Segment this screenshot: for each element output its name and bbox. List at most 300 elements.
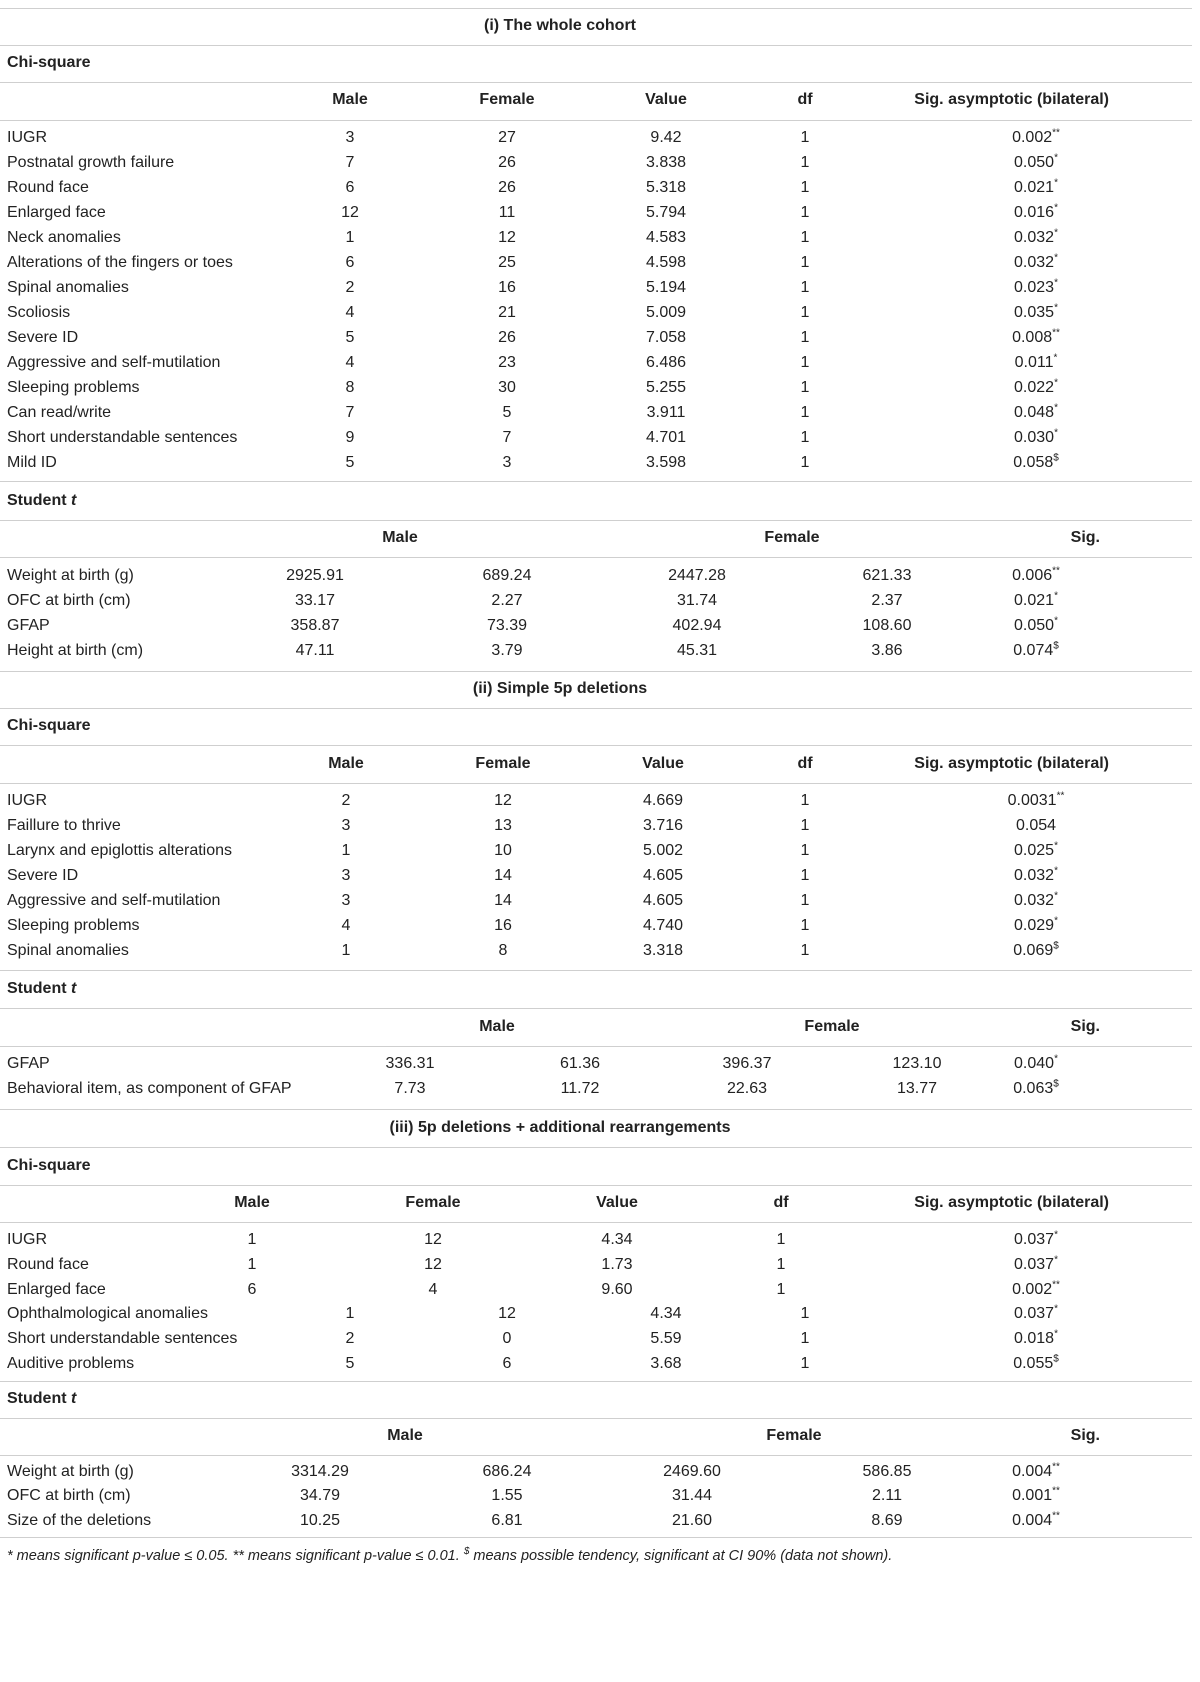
chi-square-label: Chi-square — [7, 1157, 91, 1174]
female-sd: 2.11 — [872, 1487, 902, 1505]
female-count: 12 — [424, 1255, 442, 1273]
row-label: Auditive problems — [7, 1355, 135, 1372]
section-title: (ii) Simple 5p deletions — [472, 680, 648, 697]
male-count: 1 — [341, 842, 351, 859]
row-label: Severe ID — [7, 867, 79, 884]
significance-mark: * — [1054, 227, 1058, 239]
female-sd: 3.86 — [871, 642, 903, 659]
row-label: OFC at birth (cm) — [7, 1487, 131, 1505]
significance-mark: * — [1054, 277, 1058, 289]
chi-value: 3.318 — [642, 942, 684, 959]
sig-value: 0.0031** — [1007, 790, 1065, 809]
male-sd: 1.55 — [491, 1487, 523, 1505]
sig-value: 0.063$ — [1013, 1078, 1059, 1097]
female-count: 8 — [498, 942, 508, 959]
female-count: 12 — [424, 1231, 442, 1248]
row-label: Severe ID — [7, 329, 79, 346]
header-female: Female — [764, 529, 820, 546]
female-count: 26 — [498, 154, 516, 171]
sig-value: 0.037* — [1014, 1229, 1058, 1248]
chi-value: 3.911 — [646, 404, 686, 421]
row-label: Ophthalmological anomalies — [7, 1305, 208, 1323]
sig-value: 0.032* — [1014, 890, 1058, 909]
row-label: OFC at birth (cm) — [7, 592, 131, 609]
female-sd: 13.77 — [896, 1080, 938, 1097]
male-count: 6 — [345, 254, 355, 271]
header-sig: Sig. asymptotic (bilateral) — [914, 91, 1109, 108]
row-label: Enlarged face — [7, 1280, 106, 1298]
female-mean: 31.74 — [676, 592, 718, 609]
sig-value: 0.050* — [1014, 615, 1058, 634]
female-count: 7 — [502, 429, 512, 446]
significance-mark: * — [1054, 590, 1058, 602]
header-female: Female — [475, 755, 531, 772]
male-count: 4 — [341, 917, 351, 934]
df-value: 1 — [800, 379, 810, 396]
row-label: IUGR — [7, 129, 47, 146]
row-label: Weight at birth (g) — [7, 567, 134, 584]
male-count: 4 — [345, 354, 355, 371]
df-value: 1 — [800, 254, 810, 271]
df-value: 1 — [800, 129, 810, 146]
significance-mark: * — [1054, 615, 1058, 627]
divider-line — [0, 1109, 1192, 1110]
chi-value: 6.486 — [645, 354, 687, 371]
significance-mark: * — [1054, 1304, 1058, 1316]
df-value: 1 — [800, 917, 810, 934]
header-sig: Sig. — [1070, 1427, 1100, 1444]
df-value: 1 — [800, 304, 810, 321]
female-count: 4 — [428, 1280, 438, 1298]
row-label: Scoliosis — [7, 304, 71, 321]
sig-value: 0.025* — [1014, 840, 1058, 859]
significance-mark: * — [1054, 1053, 1058, 1065]
row-label: Short understandable sentences — [7, 1330, 238, 1348]
header-sig: Sig. — [1070, 529, 1100, 546]
sig-value: 0.004** — [1012, 1510, 1060, 1529]
sig-value: 0.040* — [1014, 1053, 1058, 1072]
sig-value: 0.002** — [1012, 127, 1060, 146]
header-sig: Sig. asymptotic (bilateral) — [914, 1194, 1109, 1211]
significance-mark: * — [1054, 1254, 1058, 1266]
chi-value: 5.002 — [642, 842, 684, 859]
header-male: Male — [328, 755, 364, 772]
female-count: 21 — [498, 304, 516, 321]
header-value: Value — [645, 91, 687, 108]
female-count: 25 — [498, 254, 516, 271]
row-label: Neck anomalies — [7, 229, 121, 246]
df-value: 1 — [800, 279, 810, 296]
female-sd: 8.69 — [871, 1511, 903, 1529]
divider-line — [0, 120, 1192, 121]
sig-value: 0.018* — [1014, 1328, 1058, 1348]
row-label: Larynx and epiglottis alterations — [7, 842, 233, 859]
row-label: Aggressive and self-mutilation — [7, 892, 221, 909]
significance-mark: ** — [1052, 127, 1060, 139]
row-label: Faillure to thrive — [7, 817, 121, 834]
male-count: 1 — [345, 1305, 355, 1323]
divider-line — [0, 481, 1192, 482]
male-mean: 33.17 — [294, 592, 336, 609]
header-df: df — [773, 1194, 789, 1211]
female-count: 13 — [494, 817, 512, 834]
male-count: 6 — [345, 179, 355, 196]
significance-mark: * — [1053, 352, 1058, 364]
male-count: 1 — [345, 229, 355, 246]
significance-mark: ** — [1052, 327, 1060, 339]
male-count: 3 — [341, 892, 351, 909]
sig-value: 0.069$ — [1013, 940, 1059, 959]
divider-line — [0, 1537, 1192, 1538]
row-label: Postnatal growth failure — [7, 154, 175, 171]
row-label: Mild ID — [7, 454, 57, 471]
header-df: df — [797, 91, 813, 108]
male-sd: 11.72 — [560, 1080, 600, 1097]
significance-mark: * — [1054, 377, 1058, 389]
significance-mark: * — [1054, 1328, 1058, 1340]
significance-mark: ** — [1052, 1485, 1060, 1497]
df-value: 1 — [800, 204, 810, 221]
top-rule — [0, 8, 1192, 9]
row-label: Round face — [7, 1255, 89, 1273]
male-count: 3 — [341, 817, 351, 834]
female-mean: 396.37 — [722, 1055, 772, 1072]
female-count: 30 — [498, 379, 516, 396]
male-mean: 3314.29 — [291, 1463, 349, 1480]
female-count: 12 — [494, 792, 512, 809]
female-mean: 31.44 — [671, 1487, 713, 1505]
significance-mark: $ — [1053, 1353, 1059, 1365]
df-value: 1 — [776, 1280, 786, 1298]
significance-mark: * — [1054, 427, 1058, 439]
chi-value: 4.669 — [642, 792, 684, 809]
significance-mark: * — [1054, 840, 1058, 852]
df-value: 1 — [776, 1231, 786, 1248]
sig-value: 0.004** — [1012, 1461, 1060, 1480]
female-count: 0 — [502, 1330, 512, 1348]
female-sd: 123.10 — [892, 1055, 942, 1072]
df-value: 1 — [800, 354, 810, 371]
female-count: 5 — [502, 404, 512, 421]
female-count: 12 — [498, 1305, 516, 1323]
row-label: Sleeping problems — [7, 379, 140, 396]
header-male: Male — [332, 91, 368, 108]
male-count: 2 — [345, 279, 355, 296]
chi-value: 5.794 — [645, 204, 687, 221]
sig-value: 0.006** — [1012, 565, 1060, 584]
male-count: 5 — [345, 1355, 355, 1372]
significance-mark: ** — [1052, 1279, 1060, 1291]
male-count: 5 — [345, 454, 355, 471]
male-count: 3 — [341, 867, 351, 884]
sig-value: 0.035* — [1014, 302, 1058, 321]
significance-mark: * — [1054, 302, 1058, 314]
sig-value: 0.032* — [1014, 227, 1058, 246]
male-mean: 47.11 — [295, 642, 335, 659]
df-value: 1 — [800, 892, 810, 909]
sig-value: 0.030* — [1014, 427, 1058, 446]
divider-line — [0, 970, 1192, 971]
divider-line — [0, 671, 1192, 672]
student-t-label: Student t — [7, 492, 77, 509]
male-sd: 689.24 — [482, 567, 532, 584]
male-count: 3 — [345, 129, 355, 146]
df-value: 1 — [800, 942, 810, 959]
male-sd: 73.39 — [486, 617, 528, 634]
row-label: IUGR — [7, 792, 47, 809]
sig-value: 0.011* — [1014, 352, 1058, 371]
chi-value: 9.60 — [601, 1280, 633, 1298]
row-label: Behavioral item, as component of GFAP — [7, 1080, 292, 1097]
divider-line — [0, 745, 1192, 746]
male-sd: 61.36 — [559, 1055, 601, 1072]
student-t-label: Student t — [7, 980, 77, 997]
female-count: 14 — [494, 892, 512, 909]
header-female: Female — [804, 1018, 860, 1035]
male-mean: 358.87 — [290, 617, 340, 634]
divider-line — [0, 1381, 1192, 1382]
female-mean: 2469.60 — [663, 1463, 721, 1480]
header-value: Value — [642, 755, 684, 772]
chi-value: 5.59 — [650, 1330, 682, 1348]
chi-value: 4.34 — [601, 1231, 633, 1248]
sig-value: 0.029* — [1014, 915, 1058, 934]
male-count: 9 — [345, 429, 355, 446]
header-female: Female — [766, 1427, 822, 1444]
female-count: 16 — [494, 917, 512, 934]
chi-value: 7.058 — [645, 329, 687, 346]
male-mean: 336.31 — [385, 1055, 435, 1072]
sig-value: 0.002** — [1012, 1279, 1060, 1298]
significance-mark: * — [1054, 202, 1058, 214]
sig-value: 0.008** — [1012, 327, 1060, 346]
chi-value: 4.583 — [645, 229, 687, 246]
significance-mark: * — [1054, 1229, 1058, 1241]
significance-mark: $ — [1053, 1078, 1059, 1090]
female-count: 6 — [502, 1355, 512, 1372]
header-sig: Sig. asymptotic (bilateral) — [914, 755, 1109, 772]
chi-value: 4.740 — [642, 917, 684, 934]
sig-value: 0.001** — [1012, 1485, 1060, 1505]
male-count: 1 — [247, 1231, 257, 1248]
header-sig: Sig. — [1070, 1018, 1100, 1035]
female-count: 12 — [498, 229, 516, 246]
female-mean: 22.63 — [726, 1080, 768, 1097]
male-count: 1 — [341, 942, 351, 959]
df-value: 1 — [800, 817, 810, 834]
significance-mark: * — [1054, 402, 1058, 414]
row-label: IUGR — [7, 1231, 47, 1248]
female-count: 14 — [494, 867, 512, 884]
significance-mark: ** — [1052, 1461, 1060, 1473]
header-male: Male — [479, 1018, 515, 1035]
df-value: 1 — [800, 404, 810, 421]
male-count: 5 — [345, 329, 355, 346]
male-count: 2 — [345, 1330, 355, 1348]
female-sd: 586.85 — [862, 1463, 912, 1480]
chi-value: 5.009 — [645, 304, 687, 321]
sig-value: 0.074$ — [1013, 640, 1059, 659]
sig-value: 0.016* — [1014, 202, 1058, 221]
df-value: 1 — [800, 229, 810, 246]
male-sd: 2.27 — [491, 592, 523, 609]
divider-line — [0, 82, 1192, 83]
row-label: Sleeping problems — [7, 917, 140, 934]
male-count: 12 — [341, 204, 359, 221]
row-label: GFAP — [7, 1055, 50, 1072]
row-label: Can read/write — [7, 404, 112, 421]
divider-line — [0, 1147, 1192, 1148]
male-mean: 7.73 — [394, 1080, 426, 1097]
df-value: 1 — [800, 1330, 810, 1348]
row-label: Spinal anomalies — [7, 279, 129, 296]
chi-value: 4.605 — [642, 867, 684, 884]
student-t-label: Student t — [7, 1390, 77, 1407]
divider-line — [0, 1455, 1192, 1456]
sig-value: 0.037* — [1014, 1304, 1058, 1323]
header-df: df — [797, 755, 813, 772]
chi-value: 9.42 — [650, 129, 682, 146]
female-count: 11 — [498, 204, 516, 221]
sig-value: 0.037* — [1014, 1254, 1058, 1273]
female-count: 16 — [498, 279, 516, 296]
chi-value: 4.605 — [642, 892, 684, 909]
male-count: 7 — [345, 154, 355, 171]
divider-line — [0, 557, 1192, 558]
row-label: GFAP — [7, 617, 50, 634]
df-value: 1 — [800, 429, 810, 446]
significance-mark: $ — [1053, 940, 1059, 952]
female-mean: 2447.28 — [668, 567, 726, 584]
male-sd: 686.24 — [482, 1463, 532, 1480]
female-sd: 108.60 — [862, 617, 912, 634]
male-sd: 6.81 — [491, 1511, 523, 1529]
male-count: 4 — [345, 304, 355, 321]
divider-line — [0, 1046, 1192, 1047]
df-value: 1 — [800, 1305, 810, 1323]
male-mean: 34.79 — [299, 1487, 341, 1505]
chi-value: 5.255 — [645, 379, 687, 396]
chi-value: 3.598 — [645, 454, 687, 471]
chi-value: 1.73 — [601, 1255, 633, 1273]
sig-value: 0.022* — [1014, 377, 1058, 396]
significance-mark: ** — [1056, 790, 1065, 802]
header-female: Female — [405, 1194, 461, 1211]
chi-value: 3.838 — [645, 154, 687, 171]
significance-mark: * — [1054, 890, 1058, 902]
female-mean: 21.60 — [671, 1511, 713, 1529]
male-count: 6 — [247, 1280, 257, 1298]
chi-value: 5.194 — [645, 279, 687, 296]
row-label: Weight at birth (g) — [7, 1463, 134, 1480]
divider-line — [0, 1222, 1192, 1223]
sig-value: 0.048* — [1014, 402, 1058, 421]
divider-line — [0, 520, 1192, 521]
significance-mark: * — [1054, 252, 1058, 264]
divider-line — [0, 1185, 1192, 1186]
male-count: 8 — [345, 379, 355, 396]
female-count: 10 — [494, 842, 512, 859]
sig-value: 0.054 — [1015, 817, 1057, 834]
significance-mark: $ — [1053, 452, 1059, 464]
df-value: 1 — [800, 179, 810, 196]
header-male: Male — [382, 529, 418, 546]
header-male: Male — [387, 1427, 423, 1444]
chi-value: 4.701 — [645, 429, 687, 446]
df-value: 1 — [800, 329, 810, 346]
significance-mark: * — [1054, 915, 1058, 927]
significance-mark: $ — [1053, 640, 1059, 652]
row-label: Height at birth (cm) — [7, 642, 144, 659]
row-label: Aggressive and self-mutilation — [7, 354, 221, 371]
female-sd: 621.33 — [862, 567, 912, 584]
df-value: 1 — [800, 842, 810, 859]
chi-value: 5.318 — [645, 179, 687, 196]
divider-line — [0, 1008, 1192, 1009]
male-mean: 2925.91 — [286, 567, 344, 584]
df-value: 1 — [800, 454, 810, 471]
chi-value: 3.68 — [650, 1355, 682, 1372]
male-sd: 3.79 — [491, 642, 523, 659]
female-mean: 45.31 — [676, 642, 718, 659]
divider-line — [0, 1418, 1192, 1419]
female-count: 27 — [498, 129, 516, 146]
row-label: Enlarged face — [7, 204, 106, 221]
chi-value: 4.598 — [645, 254, 687, 271]
female-count: 23 — [498, 354, 516, 371]
row-label: Round face — [7, 179, 89, 196]
female-sd: 2.37 — [871, 592, 903, 609]
sig-value: 0.021* — [1014, 177, 1058, 196]
female-mean: 402.94 — [672, 617, 722, 634]
significance-mark: ** — [1052, 565, 1060, 577]
sig-value: 0.023* — [1014, 277, 1058, 296]
divider-line — [0, 708, 1192, 709]
section-title: (i) The whole cohort — [484, 17, 636, 34]
male-count: 1 — [247, 1255, 257, 1273]
female-count: 26 — [498, 179, 516, 196]
row-label: Alterations of the fingers or toes — [7, 254, 233, 271]
sig-value: 0.032* — [1014, 865, 1058, 884]
female-count: 26 — [498, 329, 516, 346]
footnote: * means significant p-value ≤ 0.05. ** means significant p-value ≤ 0.01. $ means possible tendency, significant at CI 90% (data not shown). — [7, 1546, 893, 1564]
chi-square-label: Chi-square — [7, 54, 91, 71]
chi-value: 4.34 — [650, 1305, 682, 1323]
header-male: Male — [234, 1194, 270, 1211]
significance-mark: ** — [1052, 1510, 1060, 1522]
sig-value: 0.058$ — [1013, 452, 1059, 471]
male-mean: 10.25 — [299, 1511, 341, 1529]
chi-value: 3.716 — [642, 817, 684, 834]
female-count: 3 — [502, 454, 512, 471]
male-count: 2 — [341, 792, 351, 809]
section-title: (iii) 5p deletions + additional rearrangements — [389, 1119, 731, 1136]
chi-square-label: Chi-square — [7, 717, 91, 734]
sig-value: 0.032* — [1014, 252, 1058, 271]
divider-line — [0, 45, 1192, 46]
row-label: Short understandable sentences — [7, 429, 238, 446]
significance-mark: * — [1054, 177, 1058, 189]
header-female: Female — [479, 91, 535, 108]
df-value: 1 — [800, 792, 810, 809]
significance-mark: * — [1054, 865, 1058, 877]
header-value: Value — [596, 1194, 638, 1211]
divider-line — [0, 783, 1192, 784]
sig-value: 0.050* — [1014, 152, 1058, 171]
row-label: Size of the deletions — [7, 1511, 152, 1529]
df-value: 1 — [800, 154, 810, 171]
df-value: 1 — [776, 1255, 786, 1273]
